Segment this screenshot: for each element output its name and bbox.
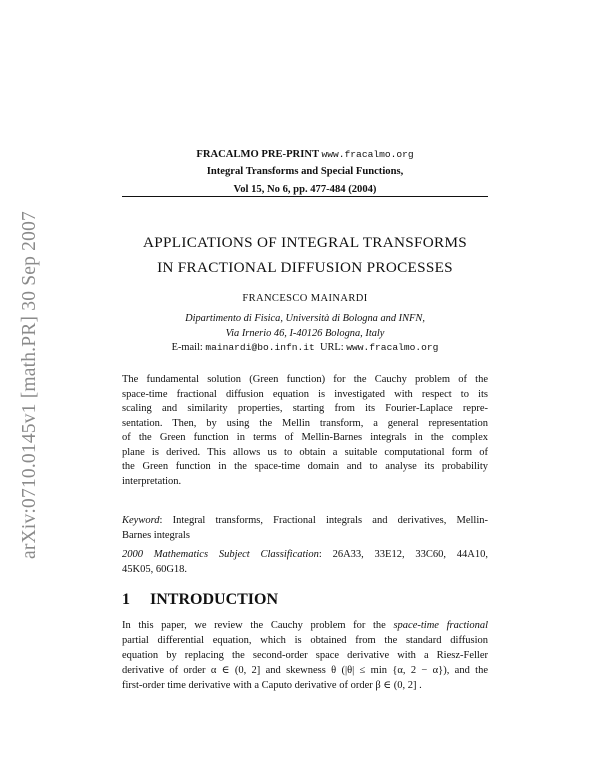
section-title: INTRODUCTION (150, 591, 279, 608)
abstract-line: of the Green function in terms of Mellin-Barnes integrals in the complex (122, 432, 488, 443)
abstract-line: sentation. Then, by using the Mellin transform, a general representation (122, 417, 488, 429)
keywords-label: Keyword (122, 515, 160, 526)
email-address: mainardi@bo.infn.it (205, 342, 315, 353)
keywords-text: : Integral transforms, Fractional integrals and derivatives, Mellin- (159, 515, 488, 526)
intro-line: equation by replacing the second-order space derivative with a Riesz-Feller (122, 650, 488, 661)
section-number: 1 (122, 591, 130, 608)
msc-codes: : 26A33, 33E12, 33C60, 44A10, (318, 549, 489, 560)
affiliation-line1: Dipartimento di Fisica, Università di Bologna and INFN, (185, 313, 425, 324)
journal-name: Integral Transforms and Special Functions, (206, 166, 404, 177)
arxiv-stamp: arXiv:0710.0145v1 [math.PR] 30 Sep 2007 (19, 211, 40, 559)
url-label: URL: (319, 342, 344, 353)
keywords-line2: Barnes integrals (122, 529, 190, 541)
preprint-line (122, 149, 488, 160)
section-heading (122, 591, 278, 609)
intro-line: derivative of order α ∈ (0, 2] and skewness θ (|θ| ≤ min {α, 2 − α}), and the (122, 665, 488, 676)
journal-volume: Vol 15, No 6, pp. 477-484 (2004) (233, 184, 377, 195)
contact-line (122, 342, 488, 353)
msc-line1 (122, 548, 488, 561)
intro-line: first-order time derivative with a Caputo derivative of order β ∈ (0, 2] . (122, 680, 422, 691)
keywords-line1 (122, 514, 488, 527)
preprint-label: FRACALMO PRE-PRINT (196, 149, 319, 160)
paper-title-line2: IN FRACTIONAL DIFFUSION PROCESSES (157, 259, 453, 276)
msc-line2: 45K05, 60G18. (122, 563, 188, 575)
msc-label: 2000 Mathematics Subject Classification (122, 549, 319, 560)
intro-line: partial differential equation, which is obtained from the standard diffusion (122, 635, 488, 646)
email-label: E-mail: (171, 342, 203, 353)
header-rule (122, 196, 488, 197)
abstract-line: the Green function in the space-time domain and to analyse its probability (122, 461, 488, 472)
intro-text: In this paper, we review the Cauchy problem for the (122, 620, 394, 631)
affiliation-line2: Via Irnerio 46, I-40126 Bologna, Italy (225, 328, 385, 339)
intro-line (122, 619, 488, 632)
author-url: www.fracalmo.org (346, 342, 439, 353)
preprint-url: www.fracalmo.org (321, 149, 414, 160)
author-name: FRANCESCO MAINARDI (242, 293, 368, 304)
paper-title-line1: APPLICATIONS OF INTEGRAL TRANSFORMS (143, 234, 467, 251)
abstract-line: interpretation. (122, 475, 182, 487)
intro-emphasis: space-time fractional (393, 620, 488, 631)
abstract-line: The fundamental solution (Green function) for the Cauchy problem of the (122, 374, 488, 385)
abstract-line: plane is derived. This allows us to obtain a suitable computational form of (122, 446, 488, 458)
abstract-line: scaling and similarity properties, starting from its Fourier-Laplace repre- (122, 403, 488, 414)
abstract-line: space-time fractional diffusion equation is investigated with respect to its (122, 388, 488, 400)
